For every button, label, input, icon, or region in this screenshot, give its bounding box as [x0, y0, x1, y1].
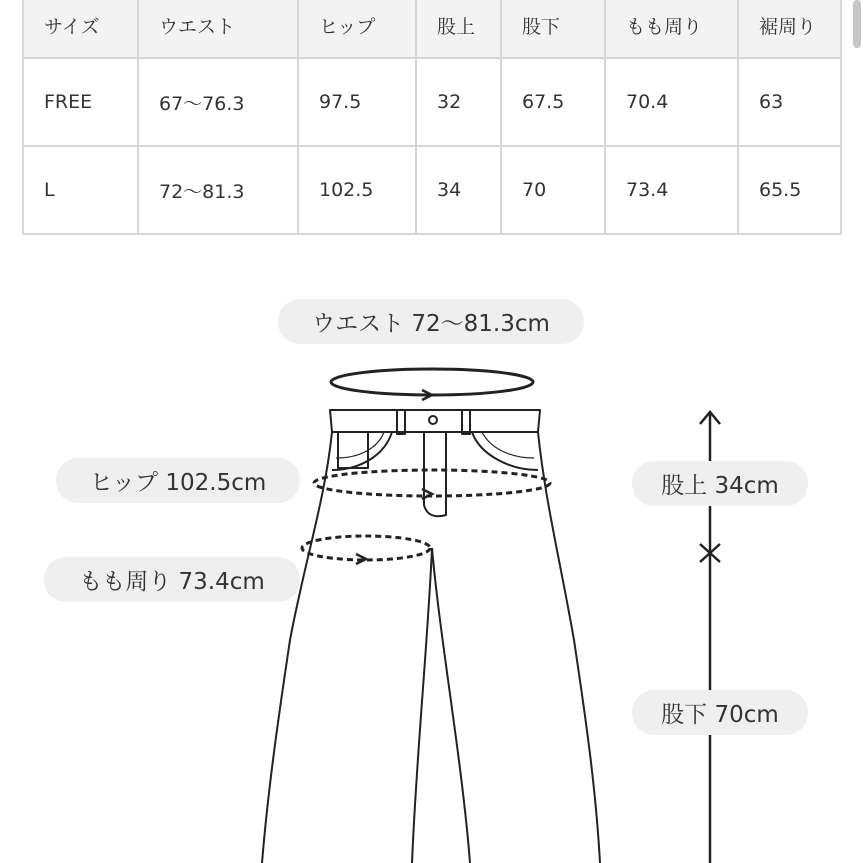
table-cell: 67.5 — [501, 58, 605, 146]
front-pocket-left — [332, 432, 392, 470]
waist-label: ウエスト 72〜81.3cm — [278, 299, 584, 344]
pants-outline — [538, 432, 600, 863]
waistband — [330, 410, 540, 432]
table-cell: 70.4 — [605, 58, 738, 146]
table-cell: 34 — [416, 146, 501, 234]
hip-measure-ellipse — [314, 470, 550, 496]
fly-seam — [424, 432, 446, 516]
header-hem: 裾周り — [738, 0, 841, 58]
inner-leg-right — [432, 548, 470, 863]
hip-label: ヒップ 102.5cm — [56, 458, 300, 503]
thigh-label: もも周り 73.4cm — [44, 557, 300, 602]
header-rise: 股上 — [416, 0, 501, 58]
header-waist: ウエスト — [138, 0, 298, 58]
rise-label: 股上 34cm — [632, 461, 808, 506]
thigh-measure-ellipse — [302, 536, 430, 560]
table-cell: 32 — [416, 58, 501, 146]
header-thigh: もも周り — [605, 0, 738, 58]
table-cell: 97.5 — [298, 58, 416, 146]
table-cell: 65.5 — [738, 146, 841, 234]
table-cell: 67〜76.3 — [138, 58, 298, 146]
header-hip: ヒップ — [298, 0, 416, 58]
inner-leg-left — [412, 548, 432, 863]
belt-loop — [462, 410, 470, 434]
table-cell: L — [23, 146, 138, 234]
table-cell: 70 — [501, 146, 605, 234]
table-cell: 102.5 — [298, 146, 416, 234]
header-inseam: 股下 — [501, 0, 605, 58]
front-pocket-right — [472, 432, 538, 470]
belt-loop — [397, 410, 405, 434]
table-cell: FREE — [23, 58, 138, 146]
inseam-label: 股下 70cm — [632, 690, 808, 735]
header-size: サイズ — [23, 0, 138, 58]
table-cell: 72〜81.3 — [138, 146, 298, 234]
table-cell: 73.4 — [605, 146, 738, 234]
table-cell: 63 — [738, 58, 841, 146]
waist-measure-ellipse — [331, 369, 533, 395]
button-icon — [429, 416, 437, 424]
